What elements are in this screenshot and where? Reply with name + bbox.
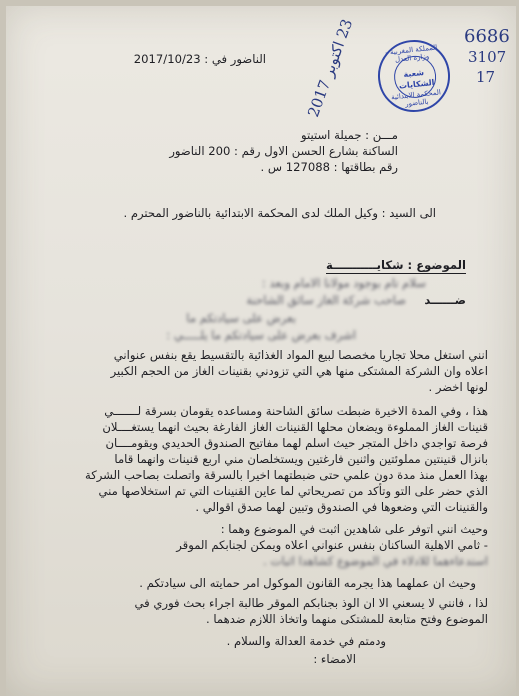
stamp-text-mid2: الشكايات <box>398 77 435 91</box>
closing-line: ودمتم في خدمة العدالة والسلام . <box>226 634 386 648</box>
court-stamp <box>374 36 453 115</box>
redacted-line-3: اشرف بعرض على سيادتكم ما يلـــــي : <box>166 328 356 342</box>
body-line-blurred: استدعاءهما للادلاء في الموضوع كشاهدا اثبات . <box>263 554 488 568</box>
stamp-text-mid1: شعبة <box>403 67 425 80</box>
stamp-text-bottom: المحكمة الابتدائية بالناضور <box>390 88 442 109</box>
redacted-line-1: صاحب شركة الغاز سائق الشاحنة <box>246 293 406 307</box>
subject-line: الموضوع : شكايـــــــــــة <box>326 258 466 272</box>
greeting-line: سلام تام بوجود مولانا الامام وبعد : <box>261 276 426 290</box>
body-line: وحيث انني اتوفر على شاهدين اثبت في الموضوع وهما : <box>220 522 488 536</box>
body-line: وحيث ان عملهما هذا يجرمه القانون الموكول امر حمايته الى سيادتكم . <box>139 576 476 590</box>
body-line: لذا ، فانني لا يسعني الا ان الوذ بجنابكم الموقر طالبة اجراء بحث فوري في <box>134 596 488 610</box>
body-line: بانزال قنينتين مملوئتين واثنين فارغتين ويستخلصان مني اربع قنينات وانهما قاما <box>114 452 488 466</box>
body-line: اعلاه وان الشركة المشتكى منها هي التي تزودني بقنينات الغاز من الحجم الكبير <box>110 364 488 378</box>
body-line: الذي حضر على التو وتأكد من تصريحاتي لما عاين القنينات التي تم استخلاصها مني <box>98 484 488 498</box>
handwritten-date: 23 اكتوبر 2017 <box>304 16 357 120</box>
sender-id: رقم بطاقتها : 127088 س . <box>260 160 398 174</box>
handwritten-number-2: 3107 <box>468 48 507 66</box>
body-line: بهذا العمل منذ مدة دون علمي حتى ضبطتهما اخيرا بالسرقة واتصلت بصاحب الشركة <box>85 468 488 482</box>
handwritten-number-3: 17 <box>476 68 496 86</box>
sender-address: الساكنة بشارع الحسن الاول رقم : 200 الناضور <box>169 144 398 158</box>
body-line: لونها اخضر . <box>428 380 488 394</box>
recipient-line: الى السيد : وكيل الملك لدى المحكمة الابتدائية بالناضور المحترم . <box>123 206 436 220</box>
header-date: الناضور في : 2017/10/23 <box>133 52 266 66</box>
document-page <box>6 6 516 696</box>
stamp-text-top: المملكة المغربية - وزارة العدل <box>384 43 438 64</box>
body-line: فرصة تواجدي داخل المتجر حيث اسلم لهما مفاتيح الصندوق الحديدي ويقومــــان <box>105 436 488 450</box>
body-line: الموضوع وفتح متابعة للمشتكى منهما واتخاذ اللازم ضدهما . <box>206 612 488 626</box>
redacted-line-2: بعرض على سيادتكم ما <box>186 311 296 325</box>
body-line: - ثامي الاهلية الساكنان بنفس عنواني اعلاه ويمكن لجنابكم الموقر <box>176 538 488 552</box>
handwritten-number-1: 6686 <box>464 26 510 47</box>
signature-label: الامضاء : <box>313 652 356 666</box>
against-label: ضــــــد <box>424 293 466 307</box>
body-line: قنينات الغاز المملوءة ويضعان محلها القنينات الغاز الفارغة بحيث انهما يستغــــلان <box>102 420 488 434</box>
body-line: هذا ، وفي المدة الاخيرة ضبطت سائق الشاحنة ومساعده يقومان بسرقة لـــــــي <box>104 404 488 418</box>
body-line: والقنينات التي وضعوها في الصندوق وتبين لهما صدق اقوالي . <box>195 500 488 514</box>
sender-from: مـــن : جميلة استيتو <box>300 128 398 142</box>
body-line: انني استغل محلا تجاريا مخصصا لبيع المواد الغذائية بالتقسيط يقع بنفس عنواني <box>113 348 488 362</box>
